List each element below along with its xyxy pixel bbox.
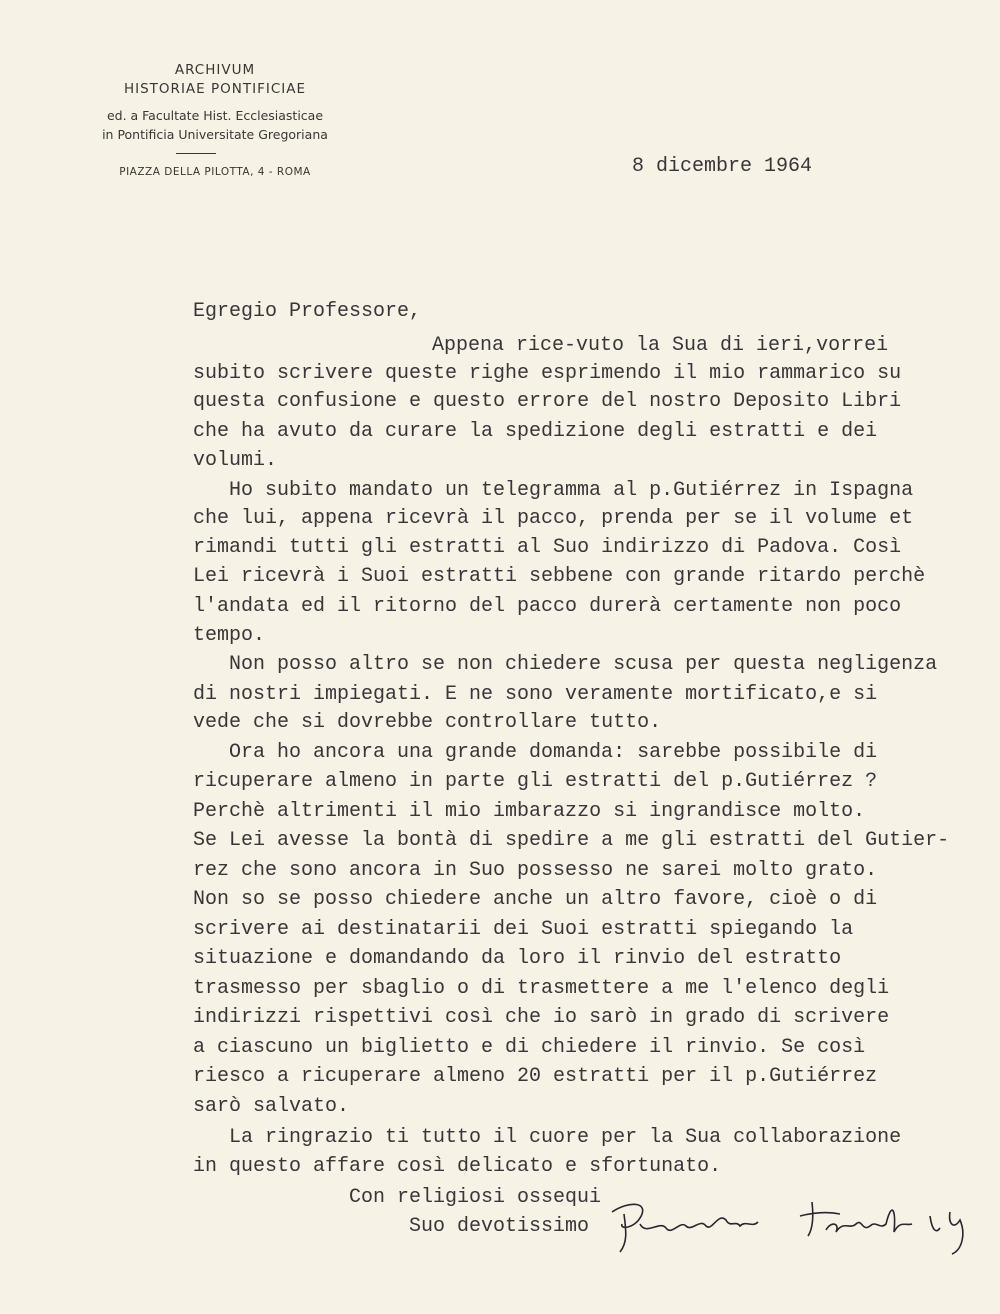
body-line: tempo. xyxy=(193,624,266,647)
letterhead-title: ARCHIVUM xyxy=(174,62,256,78)
body-line: Non posso altro se non chiedere scusa per questa negligenza xyxy=(229,653,938,676)
body-line: Se Lei avesse la bontà di spedire a me gli estratti del Gutier- xyxy=(193,829,950,852)
body-line: situazione e domandando da loro il rinvio del estratto xyxy=(193,947,842,970)
body-line: che lui, appena ricevrà il pacco, prenda per se il volume et xyxy=(193,507,914,530)
body-line: Ora ho ancora una grande domanda: sarebbe possibile di xyxy=(229,741,878,764)
closing-sign-off: Suo devotissimo xyxy=(409,1215,590,1238)
handwritten-signature xyxy=(600,1190,990,1260)
body-line: rimandi tutti gli estratti al Suo indirizzo di Padova. Così xyxy=(193,536,902,559)
body-line: Non so se posso chiedere anche un altro favore, cioè o di xyxy=(193,888,878,911)
closing-greeting: Con religiosi ossequi xyxy=(349,1186,602,1209)
body-line: ricuperare almeno in parte gli estratti del p.Gutiérrez ? xyxy=(193,770,878,793)
body-line: a ciascuno un biglietto e di chiedere il rinvio. Se così xyxy=(193,1036,866,1059)
letterhead-divider xyxy=(176,153,216,154)
body-line: Appena rice-vuto la Sua di ieri,vorrei xyxy=(432,334,889,357)
body-line: indirizzi rispettivi così che io sarò in grado di scrivere xyxy=(193,1006,890,1029)
body-line: subito scrivere queste righe esprimendo il mio rammarico su xyxy=(193,362,902,385)
body-line: che ha avuto da curare la spedizione degli estratti e dei xyxy=(193,420,878,443)
body-line: volumi. xyxy=(193,449,278,472)
body-line: Perchè altrimenti il mio imbarazzo si ingrandisce molto. xyxy=(193,800,866,823)
body-line: Ho subito mandato un telegramma al p.Gutiérrez in Ispagna xyxy=(229,479,914,502)
body-line: Lei ricevrà i Suoi estratti sebbene con grande ritardo perchè xyxy=(193,565,926,588)
body-line: di nostri impiegati. E ne sono veramente mortificato,e si xyxy=(193,683,878,706)
body-line: sarò salvato. xyxy=(193,1095,350,1118)
letter-date: 8 dicembre 1964 xyxy=(632,155,813,178)
salutation: Egregio Professore, xyxy=(193,300,422,323)
body-line: scrivere ai destinatarii dei Suoi estratti spiegando la xyxy=(193,918,854,941)
body-line: riesco a ricuperare almeno 20 estratti per il p.Gutiérrez xyxy=(193,1065,878,1088)
body-line: La ringrazio ti tutto il cuore per la Sua collaborazione xyxy=(229,1126,902,1149)
body-line: in questo affare così delicato e sfortunato. xyxy=(193,1155,722,1178)
letterhead-subtitle: HISTORIAE PONTIFICIAE xyxy=(123,81,306,97)
body-line: rez che sono ancora in Suo possesso ne sarei molto grato. xyxy=(193,859,878,882)
body-line: vede che si dovrebbe controllare tutto. xyxy=(193,711,662,734)
body-line: l'andata ed il ritorno del pacco durerà certamente non poco xyxy=(193,595,902,618)
body-line: questa confusione e questo errore del nostro Deposito Libri xyxy=(193,390,902,413)
letterhead-address: PIAZZA DELLA PILOTTA, 4 - ROMA xyxy=(119,166,311,178)
body-line: trasmesso per sbaglio o di trasmettere a me l'elenco degli xyxy=(193,977,890,1000)
letterhead-university: in Pontificia Universitate Gregoriana xyxy=(102,127,328,142)
letterhead-faculty: ed. a Facultate Hist. Ecclesiasticae xyxy=(106,108,324,123)
